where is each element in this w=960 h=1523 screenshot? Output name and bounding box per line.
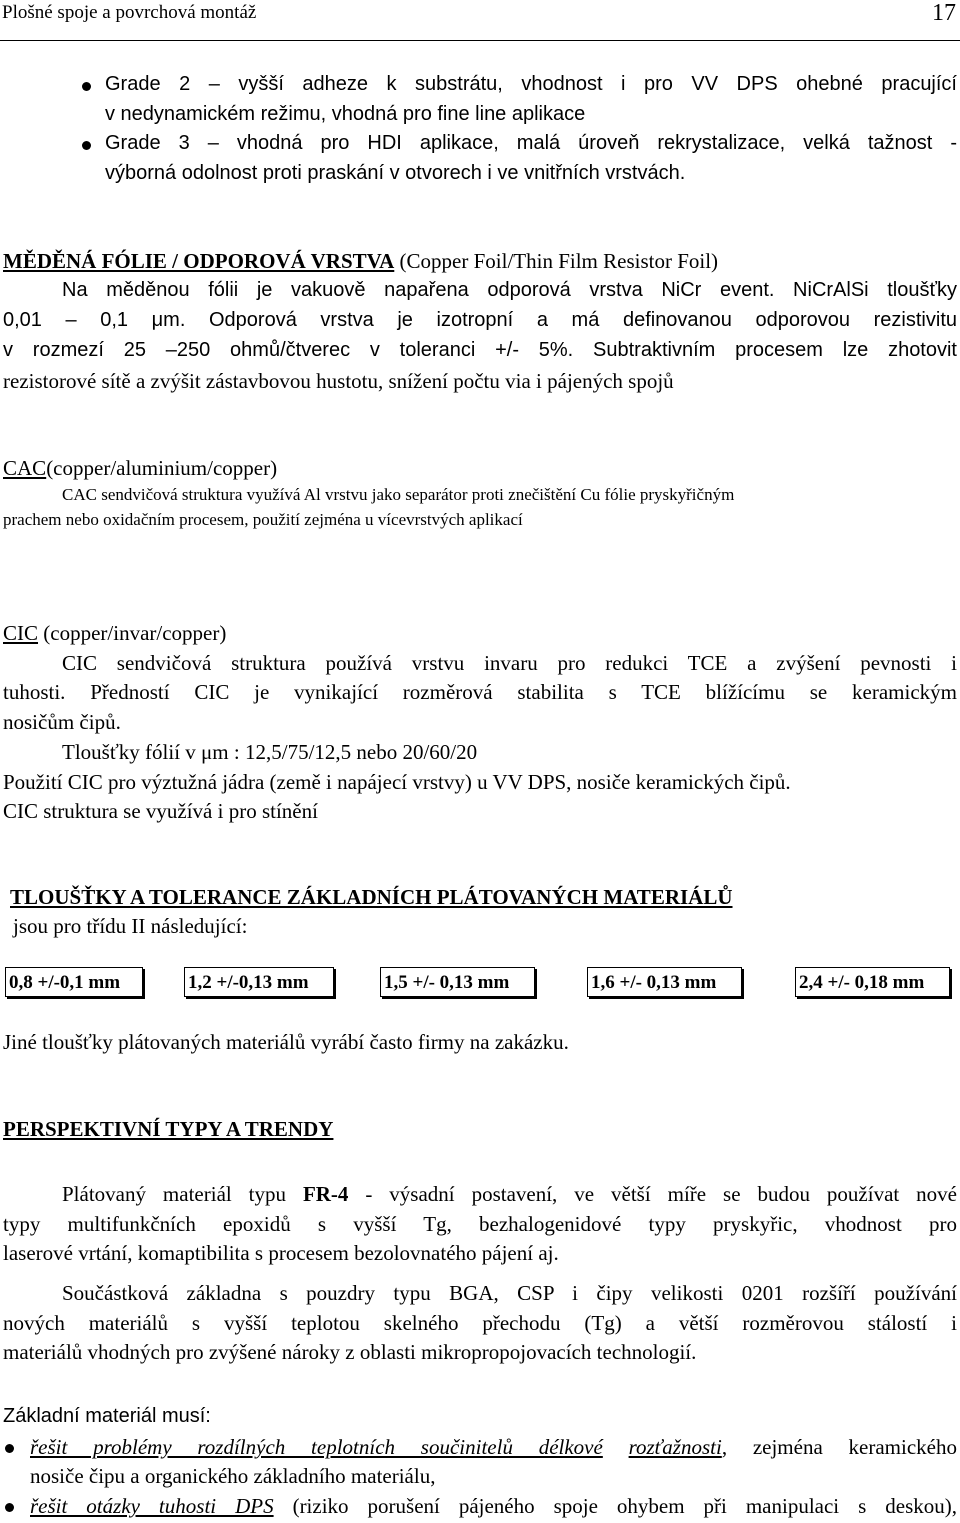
page-header [0, 0, 960, 41]
thickness-value-box: 2,4 +/- 0,18 mm [795, 967, 950, 997]
bullet-icon [82, 82, 91, 91]
basic-item2-text-a: řešit otázky tuhosti DPS [30, 1494, 274, 1518]
trends-p1-text-c: - výsadní postavení, ve větší míře se budou používat nové [348, 1182, 957, 1206]
cic-line4: Tloušťky fólií v μm : 12,5/75/12,5 nebo 20/60/20 [62, 740, 478, 764]
fr4-label: FR-4 [302, 1182, 349, 1206]
basic-item1-text-b: rozťažnosti [628, 1435, 722, 1459]
copper-foil-line4: rezistorové sítě a zvýšit zástavbovou hustotu, snížení počtu via i pájených spojů [3, 369, 674, 393]
cac-heading-suffix: (copper/aluminium/copper) [46, 456, 278, 480]
trends-p1-line1 [62, 1182, 957, 1207]
trends-heading: PERSPEKTIVNÍ TYPY A TRENDY [3, 1117, 334, 1141]
cic-heading: CIC [3, 621, 39, 645]
cac-line2: prachem nebo oxidačním procesem, použití zejména u vícevrstvých aplikací [3, 510, 523, 529]
document-title: Plošné spoje a povrchová montáž [2, 2, 257, 23]
cic-line1: CIC sendvičová struktura používá vrstvu invaru pro redukci TCE a zvýšení pevnosti i [62, 651, 957, 675]
trends-p2-line2: nových materiálů s vyšší teplotou skelného přechodu (Tg) a větší rozměrovou stálostí i [3, 1311, 957, 1335]
cic-line2: tuhosti. Předností CIC je vynikající rozměrová stabilita s TCE blížícímu se keramickým [3, 680, 957, 704]
grade-2-line2: v nedynamickém režimu, vhodná pro fine line aplikace [105, 103, 586, 125]
basic-item1-text-c: , zejména keramického [721, 1435, 957, 1459]
basic-item2-line1 [30, 1494, 957, 1519]
grade-3-line1: Grade 3 – vhodná pro HDI aplikace, malá úroveň rekrystalizace, velká tažnost - [105, 132, 957, 154]
thickness-subheading: jsou pro třídu II následující: [13, 914, 248, 938]
grade-2-line1: Grade 2 – vyšší adheze k substrátu, vhodnost i pro VV DPS ohebné pracující [105, 73, 957, 95]
thickness-value-box: 1,2 +/-0,13 mm [184, 967, 334, 997]
copper-foil-line2: 0,01 – 0,1 μm. Odporová vrstva je izotropní a má definovanou odporovou rezistivitu [3, 309, 957, 331]
cac-heading: CAC [3, 456, 47, 480]
thickness-note: Jiné tloušťky plátovaných materiálů vyrábí často firmy na zakázku. [3, 1030, 569, 1054]
cic-line5: Použití CIC pro výztužná jádra (země i napájecí vrstvy) u VV DPS, nosiče keramických čipů. [3, 770, 791, 794]
thickness-value-box: 0,8 +/-0,1 mm [5, 967, 143, 997]
page-number: 17 [932, 0, 956, 26]
copper-foil-heading-suffix: (Copper Foil/Thin Film Resistor Foil) [394, 249, 719, 273]
cac-line1: CAC sendvičová struktura využívá Al vrstvu jako separátor proti znečištění Cu fólie pryskyřičným [62, 485, 735, 504]
trends-p2-line3: materiálů vhodných pro zvýšené nároky z oblasti mikropropojovacích technologií. [3, 1340, 697, 1364]
copper-foil-heading-line [3, 249, 718, 274]
cic-line3: nosičům čipů. [3, 710, 121, 734]
copper-foil-heading: MĚDĚNÁ FÓLIE / ODPOROVÁ VRSTVA [3, 249, 395, 273]
trends-p1-line3: laserové vrtání, komaptibilita s procesem bezolovnatého pájení aj. [3, 1241, 559, 1265]
trends-p2-line1: Součástková základna s pouzdry typu BGA, CSP i čipy velikosti 0201 rozšíří používání [62, 1281, 957, 1305]
bullet-icon [82, 141, 91, 150]
cic-heading-suffix: (copper/invar/copper) [38, 621, 227, 645]
copper-foil-line3: v rozmezí 25 –250 ohmů/čtverec v toleranci +/- 5%. Subtraktivním procesem lze zhotovit [3, 339, 957, 361]
thickness-value-box: 1,6 +/- 0,13 mm [587, 967, 742, 997]
basic-item2-text-b: (riziko porušení pájeného spoje ohybem při manipulaci s deskou), [273, 1494, 957, 1518]
cic-line6: CIC struktura se využívá i pro stínění [3, 799, 318, 823]
trends-p1-text-a: Plátovaný materiál typu [62, 1182, 303, 1206]
copper-foil-line1: Na měděnou fólii je vakuově napařena odporová vrstva NiCr event. NiCrAlSi tloušťky [62, 279, 957, 301]
bullet-icon [5, 1444, 14, 1453]
trends-p1-line2: typy multifunkčních epoxidů s vyšší Tg, bezhalogenidové typy pryskyřic, vhodnost pro [3, 1212, 957, 1236]
cac-heading-line [3, 456, 277, 481]
grade-3-line2: výborná odolnost proti praskání v otvorech i ve vnitřních vrstvách. [105, 162, 686, 184]
basic-item1-text-a: řešit problémy rozdílných teplotních součinitelů délkové [30, 1435, 603, 1459]
thickness-value-box: 1,5 +/- 0,13 mm [380, 967, 535, 997]
cic-heading-line [3, 621, 226, 646]
thickness-heading: TLOUŠŤKY A TOLERANCE ZÁKLADNÍCH PLÁTOVANÝCH MATERIÁLŮ [10, 885, 733, 909]
basic-intro: Základní materiál musí: [3, 1405, 211, 1427]
basic-item1-line1 [30, 1435, 957, 1460]
bullet-icon [5, 1503, 14, 1512]
basic-item1-line2: nosiče čipu a organického základního materiálu, [30, 1464, 436, 1488]
